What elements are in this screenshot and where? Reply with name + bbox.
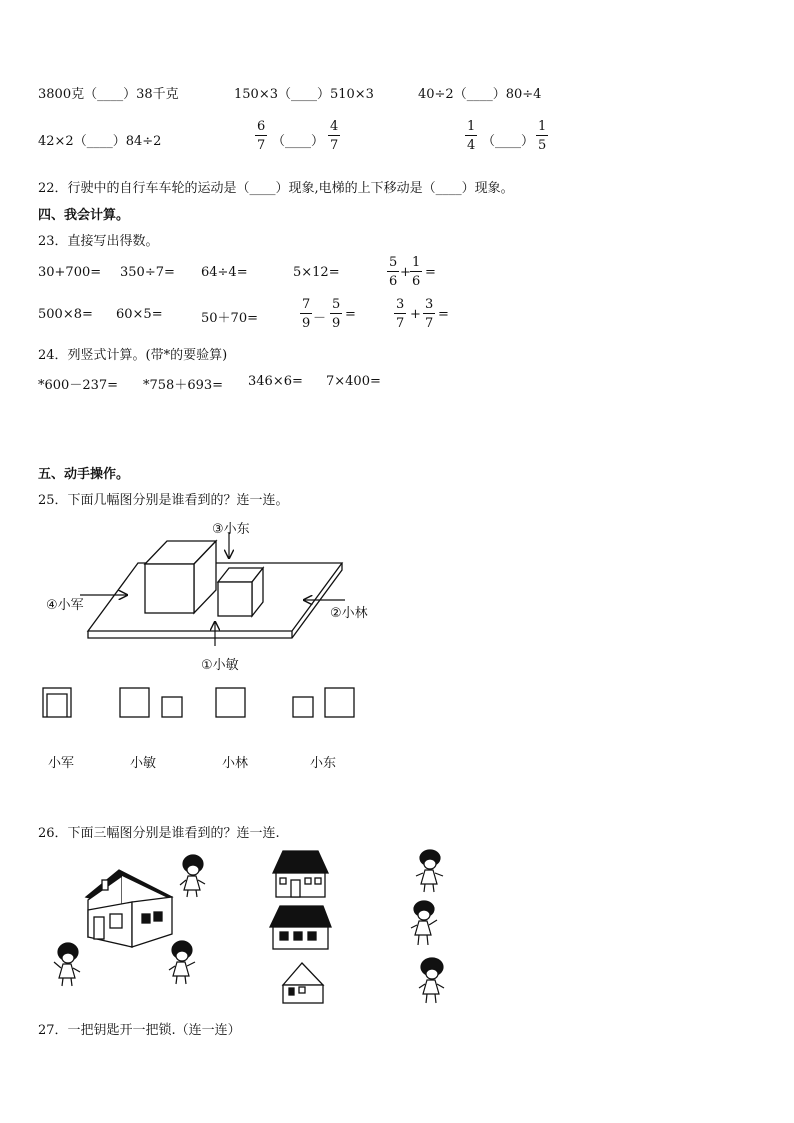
q23-title: 23．直接写出得数。 bbox=[38, 234, 159, 249]
q27-title: 27．一把钥匙开一把锁.（连一连） bbox=[38, 1023, 241, 1038]
view-option-2 bbox=[120, 688, 182, 717]
vertical-calc-item: *600－237= bbox=[38, 378, 119, 393]
viewer-label-front: ①小敏 bbox=[201, 658, 239, 673]
child-figure bbox=[411, 901, 437, 945]
section-5-heading: 五、动手操作。 bbox=[38, 467, 130, 482]
base-board bbox=[88, 563, 342, 638]
fraction: $\frac{3}{7}$ bbox=[425, 297, 434, 331]
comparison-blank: （____） bbox=[482, 134, 535, 149]
section-4-heading: 四、我会计算。 bbox=[38, 208, 130, 223]
fraction: $\frac{4}{7}$ bbox=[330, 119, 339, 153]
q21-item-2: 150×3（____）510×3 bbox=[234, 87, 374, 102]
name-label: 小军 bbox=[48, 756, 75, 771]
child-figure bbox=[180, 855, 205, 897]
q21-item-3: 40÷2（____）80÷4 bbox=[418, 87, 542, 102]
calc-item: 50＋70= bbox=[201, 311, 258, 326]
house-perspective bbox=[86, 870, 172, 947]
house-view-side-long bbox=[270, 906, 331, 949]
q21-item-4: 42×2（____）84÷2 bbox=[38, 134, 162, 149]
q25-title: 25．下面几幅图分别是谁看到的？连一连。 bbox=[38, 493, 289, 508]
child-figure bbox=[416, 850, 443, 892]
operator: － bbox=[313, 311, 327, 326]
comparison-blank: （____） bbox=[272, 134, 325, 149]
fraction: $\frac{1}{6}$ bbox=[412, 255, 421, 289]
calc-item: 60×5= bbox=[116, 307, 163, 322]
fraction: $\frac{6}{7}$ bbox=[257, 119, 266, 153]
calc-item: 30+700= bbox=[38, 265, 102, 280]
large-cube bbox=[145, 541, 216, 613]
calc-item: 350÷7= bbox=[120, 265, 175, 280]
child-figure bbox=[54, 943, 80, 986]
house-view-front bbox=[273, 851, 328, 897]
q21-item-1: 3800克（____）38千克 bbox=[38, 87, 179, 102]
child-figure bbox=[169, 941, 195, 984]
small-cube bbox=[218, 568, 263, 616]
vertical-calc-item: *758＋693= bbox=[143, 378, 224, 393]
q22-text: 22．行驶中的自行车车轮的运动是（____）现象,电梯的上下移动是（____）现象。 bbox=[38, 181, 514, 196]
calc-item: 500×8= bbox=[38, 307, 93, 322]
child-figure bbox=[419, 958, 444, 1003]
view-option-4 bbox=[293, 688, 354, 717]
fraction: $\frac{5}{9}$ bbox=[332, 297, 341, 331]
vertical-calc-item: 7×400= bbox=[326, 374, 381, 389]
viewer-label-top: ③小东 bbox=[212, 522, 250, 537]
house-view-gable bbox=[283, 963, 323, 1003]
name-label: 小东 bbox=[310, 756, 337, 771]
fraction: $\frac{3}{7}$ bbox=[396, 297, 405, 331]
calc-item: 5×12= bbox=[293, 265, 340, 280]
view-option-1 bbox=[43, 688, 71, 717]
viewer-label-right: ②小林 bbox=[330, 606, 368, 621]
q24-title: 24．列竖式计算。(带*的要验算) bbox=[38, 348, 228, 363]
viewer-label-left: ④小军 bbox=[46, 598, 84, 613]
name-label: 小林 bbox=[222, 756, 249, 771]
q26-title: 26．下面三幅图分别是谁看到的？连一连. bbox=[38, 826, 280, 841]
equals: = bbox=[345, 307, 356, 322]
fraction: $\frac{7}{9}$ bbox=[302, 297, 311, 331]
fraction: $\frac{1}{4}$ bbox=[467, 119, 476, 153]
name-label: 小敏 bbox=[130, 756, 157, 771]
calc-item: 64÷4= bbox=[201, 265, 248, 280]
equals: = bbox=[438, 307, 449, 322]
vertical-calc-item: 346×6= bbox=[248, 374, 303, 389]
fraction: $\frac{5}{6}$ bbox=[389, 255, 398, 289]
equals: = bbox=[425, 265, 436, 280]
fraction: $\frac{1}{5}$ bbox=[538, 119, 547, 153]
operator: + bbox=[410, 307, 421, 322]
view-option-3 bbox=[216, 688, 245, 717]
operator: + bbox=[400, 265, 411, 280]
